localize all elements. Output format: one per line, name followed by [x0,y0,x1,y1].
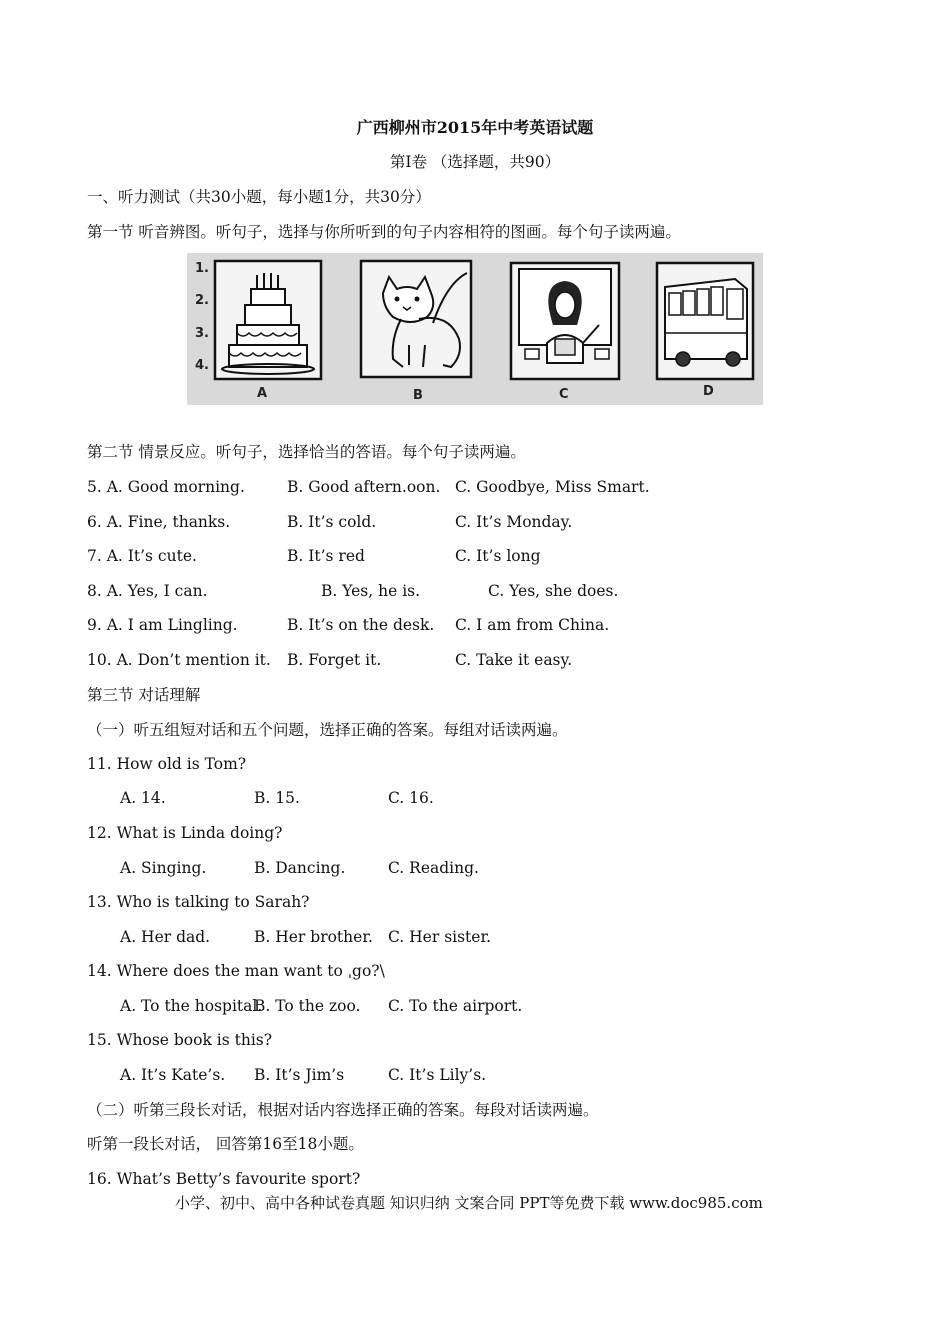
option-b: B. It’s red [287,547,365,565]
option-c: C. Goodbye, Miss Smart. [455,478,650,496]
option-a: 10. A. Don’t mention it. [87,651,271,669]
section-heading-3: 第三节 对话理解 [87,686,201,704]
picture-matching-figure [187,253,763,405]
option-a: 9. A. I am Lingling. [87,616,238,634]
teacher-at-blackboard-icon [511,263,619,379]
option-a: 6. A. Fine, thanks. [87,513,231,531]
instruction-note: 听第一段长对话， 回答第16至18小题。 [87,1135,364,1153]
option-b: B. It’s on the desk. [287,616,435,634]
option-a: A. To the hospital. [120,997,263,1015]
subsection-heading-1: （一）听五组短对话和五个问题，选择正确的答案。每组对话读两遍。 [87,721,568,739]
paper-subtitle: 第Ⅰ卷 （选择题，共90） [389,153,561,171]
figure-number: 4. [195,358,209,373]
question-text: 11. How old is Tom? [87,755,247,773]
option-b: B. Forget it. [287,651,382,669]
option-c: C. Her sister. [388,928,492,946]
option-a: A. Her dad. [120,928,211,946]
option-c: C. It’s Lily’s. [388,1066,487,1084]
option-a: 7. A. It’s cute. [87,547,197,565]
option-b: B. It’s cold. [287,513,377,531]
figure-label-b: B [413,388,423,403]
option-b: B. Her brother. [254,928,373,946]
birthday-cake-icon [215,261,321,379]
option-c: C. Reading. [388,859,479,877]
figure-label-d: D [703,384,714,399]
option-c: C. Take it easy. [455,651,573,669]
figure-label-c: C [559,387,569,402]
figure-number: 1. [195,261,209,276]
option-b: B. Yes, he is. [321,582,421,600]
option-b: B. It’s Jim’s [254,1066,345,1084]
option-c: C. Yes, she does. [488,582,619,600]
question-text: 15. Whose book is this? [87,1031,273,1049]
page-footer: 小学、初中、高中各种试卷真题 知识归纳 文案合同 PPT等免费下载 www.doc985.com [175,1194,763,1212]
bus-icon [657,263,753,379]
section-heading-2: 第二节 情景反应。听句子，选择恰当的答语。每个句子读两遍。 [87,443,526,461]
figure-number: 3. [195,326,209,341]
figure-number: 2. [195,293,209,308]
option-c: C. It’s long [455,547,541,565]
figure-label-a: A [257,386,268,401]
part-heading: 一、听力测试（共30小题，每小题1分，共30分） [87,188,431,206]
option-c: C. 16. [388,789,434,807]
option-a: A. 14. [120,789,166,807]
option-c: C. To the airport. [388,997,523,1015]
option-a: A. Singing. [120,859,207,877]
question-text: 13. Who is talking to Sarah? [87,893,310,911]
section-heading-1: 第一节 听音辨图。听句子，选择与你所听到的句子内容相符的图画。每个句子读两遍。 [87,223,681,241]
option-b: B. Dancing. [254,859,346,877]
option-b: B. 15. [254,789,300,807]
subsection-heading-2: （二）听第三段长对话，根据对话内容选择正确的答案。每段对话读两遍。 [87,1101,599,1119]
option-a: A. It’s Kate’s. [120,1066,226,1084]
option-a: 5. A. Good morning. [87,478,245,496]
option-a: 8. A. Yes, I can. [87,582,208,600]
page-title: 广西柳州市2015年中考英语试题 [356,118,594,137]
question-text: 16. What’s Betty’s favourite sport? [87,1170,361,1188]
option-c: C. I am from China. [455,616,610,634]
option-b: B. To the zoo. [254,997,361,1015]
cat-icon [361,261,471,377]
option-c: C. It’s Monday. [455,513,573,531]
question-text: 14. Where does the man want to ˌgo?\ [87,962,385,980]
question-text: 12. What is Linda doing? [87,824,283,842]
option-b: B. Good aftern.oon. [287,478,441,496]
